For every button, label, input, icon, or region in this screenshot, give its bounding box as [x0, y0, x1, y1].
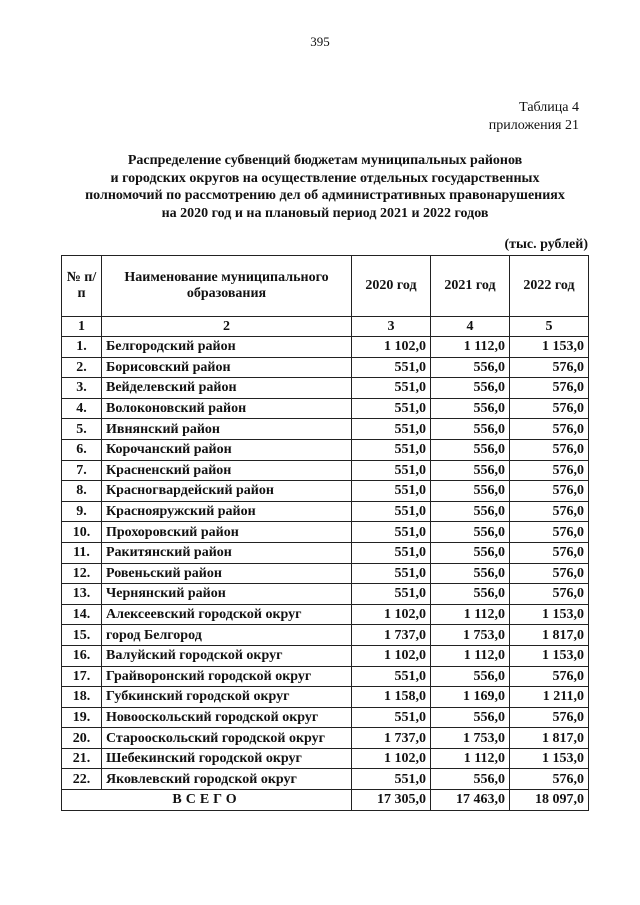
row-name: Ракитянский район [102, 542, 352, 563]
row-name: Краснояружский район [102, 501, 352, 522]
row-2021: 1 753,0 [431, 625, 510, 646]
row-2021: 556,0 [431, 460, 510, 481]
document-title [60, 152, 590, 222]
row-number: 22. [62, 769, 102, 790]
column-number: 2 [102, 317, 352, 337]
row-name: Волоконовский район [102, 398, 352, 419]
table-row [62, 398, 589, 419]
row-2020: 551,0 [352, 542, 431, 563]
row-number: 2. [62, 357, 102, 378]
row-2021: 556,0 [431, 522, 510, 543]
row-2021: 1 112,0 [431, 604, 510, 625]
title-line-1: Распределение субвенций бюджетам муниципальных районов [127, 153, 523, 168]
row-2022: 576,0 [510, 666, 589, 687]
row-2020: 551,0 [352, 522, 431, 543]
row-name: Корочанский район [102, 439, 352, 460]
row-name: Валуйский городской округ [102, 645, 352, 666]
table-row [62, 563, 589, 584]
header-name: Наименование муниципального образования [102, 256, 352, 317]
column-number-row [62, 317, 589, 337]
table-row [62, 748, 589, 769]
row-2022: 576,0 [510, 563, 589, 584]
row-number: 5. [62, 419, 102, 440]
row-2022: 576,0 [510, 542, 589, 563]
row-2021: 556,0 [431, 357, 510, 378]
row-number: 8. [62, 481, 102, 502]
units-label: (тыс. рублей) [504, 237, 588, 252]
column-number: 3 [352, 317, 431, 337]
row-2021: 556,0 [431, 481, 510, 502]
row-name: город Белгород [102, 625, 352, 646]
table-row [62, 604, 589, 625]
table-row [62, 707, 589, 728]
row-name: Чернянский район [102, 584, 352, 605]
row-2021: 556,0 [431, 398, 510, 419]
row-number: 21. [62, 748, 102, 769]
row-2021: 1 112,0 [431, 748, 510, 769]
header-2020: 2020 год [352, 256, 431, 317]
row-2021: 556,0 [431, 666, 510, 687]
row-2022: 1 153,0 [510, 337, 589, 358]
row-2022: 1 153,0 [510, 645, 589, 666]
table-row [62, 584, 589, 605]
row-2021: 1 169,0 [431, 687, 510, 708]
table-reference [489, 99, 579, 135]
row-2020: 551,0 [352, 439, 431, 460]
row-name: Белгородский район [102, 337, 352, 358]
row-2020: 551,0 [352, 501, 431, 522]
column-number: 5 [510, 317, 589, 337]
row-name: Красногвардейский район [102, 481, 352, 502]
row-number: 7. [62, 460, 102, 481]
row-2022: 1 153,0 [510, 604, 589, 625]
row-name: Новооскольский городской округ [102, 707, 352, 728]
row-2021: 556,0 [431, 707, 510, 728]
row-2020: 551,0 [352, 460, 431, 481]
row-2020: 551,0 [352, 378, 431, 399]
row-number: 13. [62, 584, 102, 605]
row-2022: 576,0 [510, 439, 589, 460]
table-row [62, 419, 589, 440]
header-num: № п/п [62, 256, 102, 317]
table-row [62, 625, 589, 646]
table-row [62, 645, 589, 666]
row-2020: 1 737,0 [352, 625, 431, 646]
row-2021: 1 112,0 [431, 337, 510, 358]
row-name: Красненский район [102, 460, 352, 481]
row-2021: 1 753,0 [431, 728, 510, 749]
row-2020: 1 102,0 [352, 604, 431, 625]
table-row [62, 728, 589, 749]
row-name: Прохоровский район [102, 522, 352, 543]
row-2022: 1 817,0 [510, 728, 589, 749]
table-row [62, 337, 589, 358]
table-row [62, 687, 589, 708]
row-number: 9. [62, 501, 102, 522]
row-2022: 576,0 [510, 769, 589, 790]
row-2022: 1 153,0 [510, 748, 589, 769]
row-2020: 551,0 [352, 419, 431, 440]
header-2021: 2021 год [431, 256, 510, 317]
row-2021: 556,0 [431, 769, 510, 790]
row-2021: 556,0 [431, 419, 510, 440]
table-row [62, 357, 589, 378]
total-2021: 17 463,0 [431, 790, 510, 811]
row-number: 1. [62, 337, 102, 358]
total-2022: 18 097,0 [510, 790, 589, 811]
row-number: 14. [62, 604, 102, 625]
row-number: 4. [62, 398, 102, 419]
row-2022: 576,0 [510, 460, 589, 481]
title-line-4: на 2020 год и на плановый период 2021 и 2022 годов [161, 205, 489, 221]
row-2020: 551,0 [352, 481, 431, 502]
column-number: 1 [62, 317, 102, 337]
row-name: Вейделевский район [102, 378, 352, 399]
row-2022: 576,0 [510, 357, 589, 378]
row-number: 19. [62, 707, 102, 728]
row-2020: 1 102,0 [352, 645, 431, 666]
row-number: 18. [62, 687, 102, 708]
row-2020: 551,0 [352, 563, 431, 584]
table-row [62, 522, 589, 543]
row-2022: 576,0 [510, 481, 589, 502]
row-number: 6. [62, 439, 102, 460]
row-number: 20. [62, 728, 102, 749]
row-2022: 576,0 [510, 398, 589, 419]
row-2020: 1 102,0 [352, 748, 431, 769]
row-2021: 556,0 [431, 563, 510, 584]
row-2022: 576,0 [510, 378, 589, 399]
table-row [62, 460, 589, 481]
column-number: 4 [431, 317, 510, 337]
row-number: 11. [62, 542, 102, 563]
row-2021: 556,0 [431, 501, 510, 522]
table-row [62, 769, 589, 790]
row-number: 10. [62, 522, 102, 543]
table-ref-line2: приложения 21 [488, 118, 579, 133]
table-row [62, 378, 589, 399]
title-line-3: полномочий по рассмотрению дел об административных правонарушениях [85, 188, 565, 203]
row-name: Алексеевский городской округ [102, 604, 352, 625]
table-row [62, 542, 589, 563]
table-ref-line1: Таблица 4 [519, 100, 579, 115]
row-2021: 556,0 [431, 542, 510, 563]
row-name: Ивнянский район [102, 419, 352, 440]
table-header-row [62, 256, 589, 317]
row-2020: 1 102,0 [352, 337, 431, 358]
row-2020: 551,0 [352, 769, 431, 790]
row-name: Губкинский городской округ [102, 687, 352, 708]
row-2021: 556,0 [431, 439, 510, 460]
subvention-table [61, 255, 589, 811]
row-name: Старооскольский городской округ [102, 728, 352, 749]
row-2020: 551,0 [352, 398, 431, 419]
row-2022: 576,0 [510, 501, 589, 522]
row-2022: 576,0 [510, 522, 589, 543]
row-2020: 551,0 [352, 666, 431, 687]
title-line-2: и городских округов на осуществление отдельных государственных [110, 170, 540, 186]
row-name: Ровеньский район [102, 563, 352, 584]
row-number: 16. [62, 645, 102, 666]
total-row [62, 790, 589, 811]
row-2020: 1 158,0 [352, 687, 431, 708]
row-number: 12. [62, 563, 102, 584]
row-number: 15. [62, 625, 102, 646]
table-row [62, 439, 589, 460]
row-number: 17. [62, 666, 102, 687]
row-name: Борисовский район [102, 357, 352, 378]
row-name: Грайворонский городской округ [102, 666, 352, 687]
row-2021: 556,0 [431, 378, 510, 399]
row-2022: 1 817,0 [510, 625, 589, 646]
row-2022: 576,0 [510, 584, 589, 605]
row-name: Яковлевский городской округ [102, 769, 352, 790]
row-2022: 576,0 [510, 707, 589, 728]
row-2021: 556,0 [431, 584, 510, 605]
total-2020: 17 305,0 [352, 790, 431, 811]
page-number: 395 [310, 34, 330, 49]
row-2020: 551,0 [352, 584, 431, 605]
row-number: 3. [62, 378, 102, 399]
row-2022: 576,0 [510, 419, 589, 440]
row-2020: 551,0 [352, 707, 431, 728]
row-2021: 1 112,0 [431, 645, 510, 666]
row-name: Шебекинский городской округ [102, 748, 352, 769]
table-row [62, 666, 589, 687]
total-label: ВСЕГО [62, 790, 352, 811]
table-row [62, 481, 589, 502]
row-2020: 551,0 [352, 357, 431, 378]
header-2022: 2022 год [510, 256, 589, 317]
row-2020: 1 737,0 [352, 728, 431, 749]
row-2022: 1 211,0 [510, 687, 589, 708]
table-row [62, 501, 589, 522]
